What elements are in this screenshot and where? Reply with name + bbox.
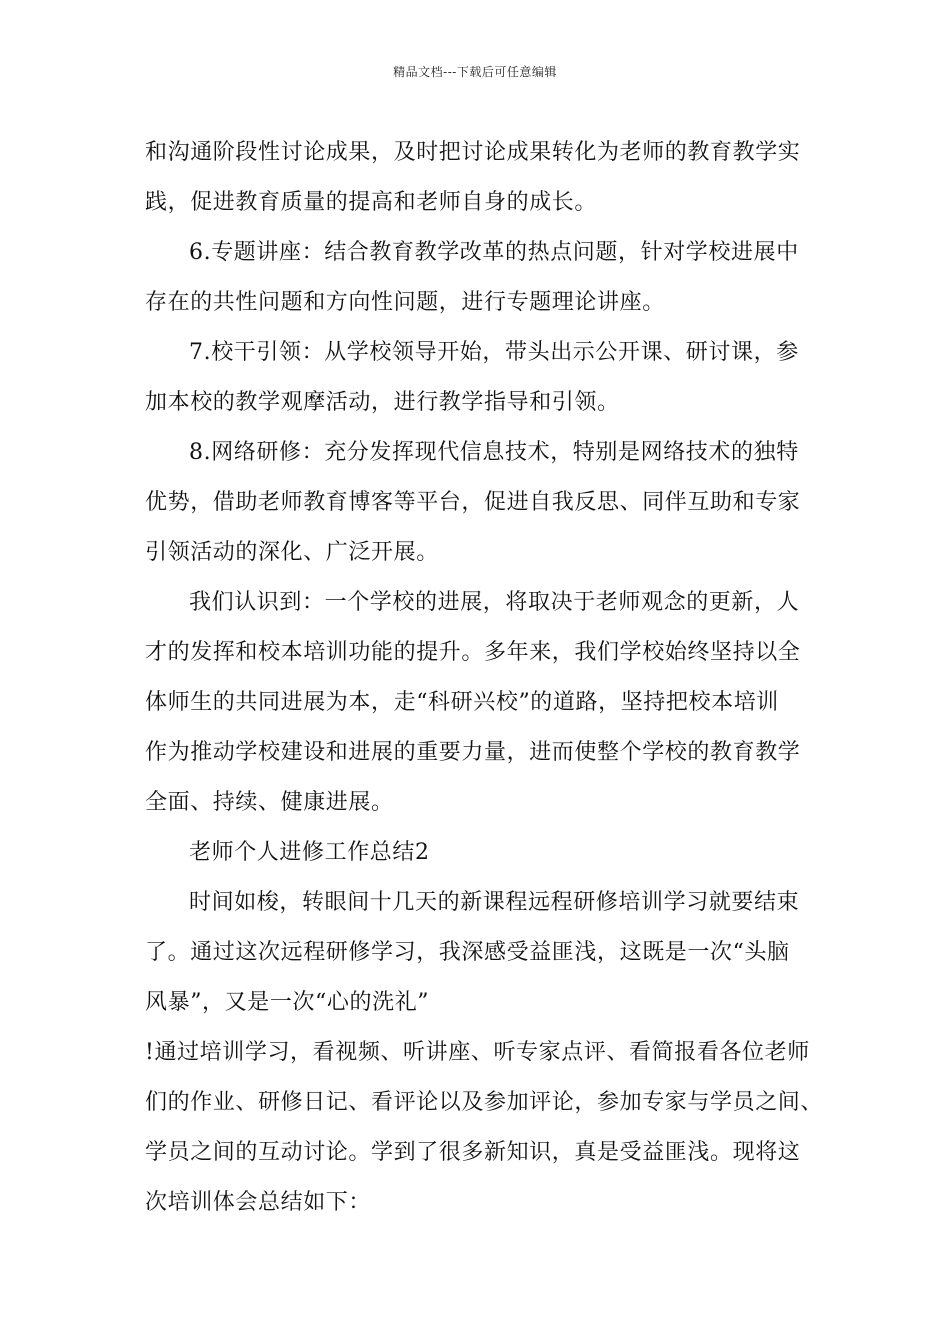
text-line: 加本校的教学观摩活动，进行教学指导和引领。 [145,390,620,415]
text-line: 风暴”，又是一次“心的洗礼” [145,990,430,1015]
text-line: 和沟通阶段性讨论成果，及时把讨论成果转化为老师的教育教学实 [145,140,801,165]
text-line: 我们认识到：一个学校的进展，将取决于老师观念的更新，人 [189,590,800,615]
text-line: 时间如梭，转眼间十几天的新课程远程研修培训学习就要结束 [189,890,800,915]
text-line: !通过培训学习，看视频、听讲座、听专家点评、看简报看各位老师 [145,1040,810,1065]
text-line: 次培训体会总结如下： [145,1190,372,1215]
text-line: 优势，借助老师教育博客等平台，促进自我反思、同伴互助和专家 [145,490,801,515]
text-line: 体师生的共同进展为本，走“科研兴校”的道路，坚持把校本培训 [145,690,779,715]
text-line: 7.校干引领：从学校领导开始，带头出示公开课、研讨课，参 [189,340,799,365]
document-body [145,128,824,1228]
text-line: 全面、持续、健康进展。 [145,790,394,815]
text-line: 作为推动学校建设和进展的重要力量，进而使整个学校的教育教学 [145,740,801,765]
text-line: 存在的共性问题和方向性问题，进行专题理论讲座。 [145,290,665,315]
section-heading: 老师个人进修工作总结2 [189,840,430,865]
text-line: 6.专题讲座：结合教育教学改革的热点问题，针对学校进展中 [189,240,799,265]
text-line: 才的发挥和校本培训功能的提升。多年来，我们学校始终坚持以全 [145,640,801,665]
text-line: 8.网络研修：充分发挥现代信息技术，特别是网络技术的独特 [189,440,799,465]
text-line: 了。通过这次远程研修学习，我深感受益匪浅，这既是一次“头脑 [145,940,790,965]
text-line: 引领活动的深化、广泛开展。 [145,540,439,565]
text-line: 学员之间的互动讨论。学到了很多新知识，真是受益匪浅。现将这 [145,1140,801,1165]
text-line: 们的作业、研修日记、看评论以及参加评论，参加专家与学员之间、 [145,1090,824,1115]
page-header: 精品文档---下载后可任意编辑 [393,65,557,79]
text-line: 践，促进教育质量的提高和老师自身的成长。 [145,190,598,215]
